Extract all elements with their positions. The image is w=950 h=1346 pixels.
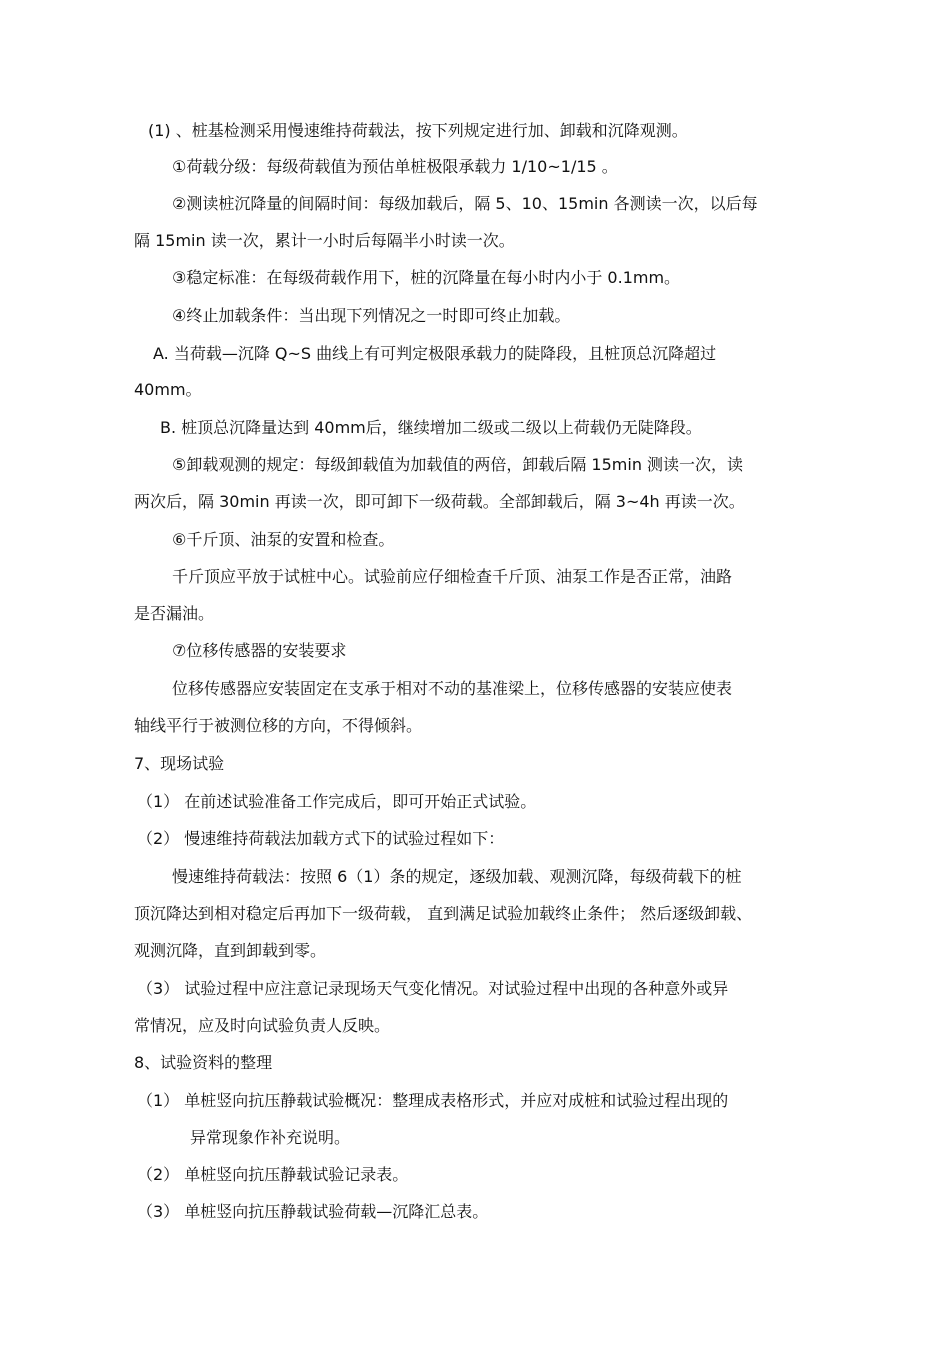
text-line: 轴线平行于被测位移的方向，不得倾斜。 (134, 716, 423, 735)
text-line: （1） 在前述试验准备工作完成后，即可开始正式试验。 (137, 792, 537, 811)
text-line: ①荷载分级：每级荷载值为预估单桩极限承载力 1/10~1/15 。 (172, 157, 618, 176)
text-line: 异常现象作补充说明。 (190, 1128, 351, 1147)
text-line: ⑥千斤顶、油泵的安置和检查。 (172, 530, 395, 549)
text-line: ②测读桩沉降量的间隔时间：每级加载后，隔 5、10、15min 各测读一次，以后每 (172, 194, 758, 213)
text-line: 40mm。 (134, 380, 202, 399)
text-line: 是否漏油。 (134, 604, 215, 623)
text-line: ③稳定标准：在每级荷载作用下，桩的沉降量在每小时内小于 0.1mm。 (172, 268, 681, 287)
text-line: A. 当荷载—沉降 Q~S 曲线上有可判定极限承载力的陡降段，且桩顶总沉降超过 (153, 344, 717, 363)
text-line: （3） 试验过程中应注意记录现场天气变化情况。对试验过程中出现的各种意外或异 (137, 979, 729, 998)
text-line: （2） 单桩竖向抗压静载试验记录表。 (137, 1165, 409, 1184)
text-line: 常情况，应及时向试验负责人反映。 (134, 1016, 391, 1035)
text-line: 隔 15min 读一次，累计一小时后每隔半小时读一次。 (134, 231, 515, 250)
text-line: （3） 单桩竖向抗压静载试验荷载—沉降汇总表。 (137, 1202, 489, 1221)
text-line: 观测沉降，直到卸载到零。 (134, 941, 327, 960)
text-line: (1) 、桩基检测采用慢速维持荷载法，按下列规定进行加、卸载和沉降观测。 (148, 121, 688, 140)
text-line: 慢速维持荷载法：按照 6（1）条的规定，逐级加载、观测沉降，每级荷载下的桩 (172, 867, 742, 886)
section-heading: 7、现场试验 (134, 754, 225, 773)
text-line: 位移传感器应安装固定在支承于相对不动的基准梁上，位移传感器的安装应使表 (172, 679, 733, 698)
text-line: ④终止加载条件：当出现下列情况之一时即可终止加载。 (172, 306, 571, 325)
text-line: 两次后，隔 30min 再读一次，即可卸下一级荷载。全部卸载后，隔 3~4h 再读一次。 (134, 492, 745, 511)
section-heading: 8、试验资料的整理 (134, 1053, 273, 1072)
text-line: （2） 慢速维持荷载法加载方式下的试验过程如下： (137, 829, 505, 848)
text-line: ⑤卸载观测的规定：每级卸载值为加载值的两倍，卸载后隔 15min 测读一次，读 (172, 455, 744, 474)
text-line: （1） 单桩竖向抗压静载试验概况：整理成表格形式，并应对成桩和试验过程出现的 (137, 1091, 729, 1110)
text-line: 顶沉降达到相对稳定后再加下一级荷载， 直到满足试验加载终止条件； 然后逐级卸载、 (134, 904, 753, 923)
text-line: B. 桩顶总沉降量达到 40mm后，继续增加二级或二级以上荷载仍无陡降段。 (160, 418, 702, 437)
text-line: 千斤顶应平放于试桩中心。试验前应仔细检查千斤顶、油泵工作是否正常，油路 (172, 567, 733, 586)
text-line: ⑦位移传感器的安装要求 (172, 641, 347, 660)
